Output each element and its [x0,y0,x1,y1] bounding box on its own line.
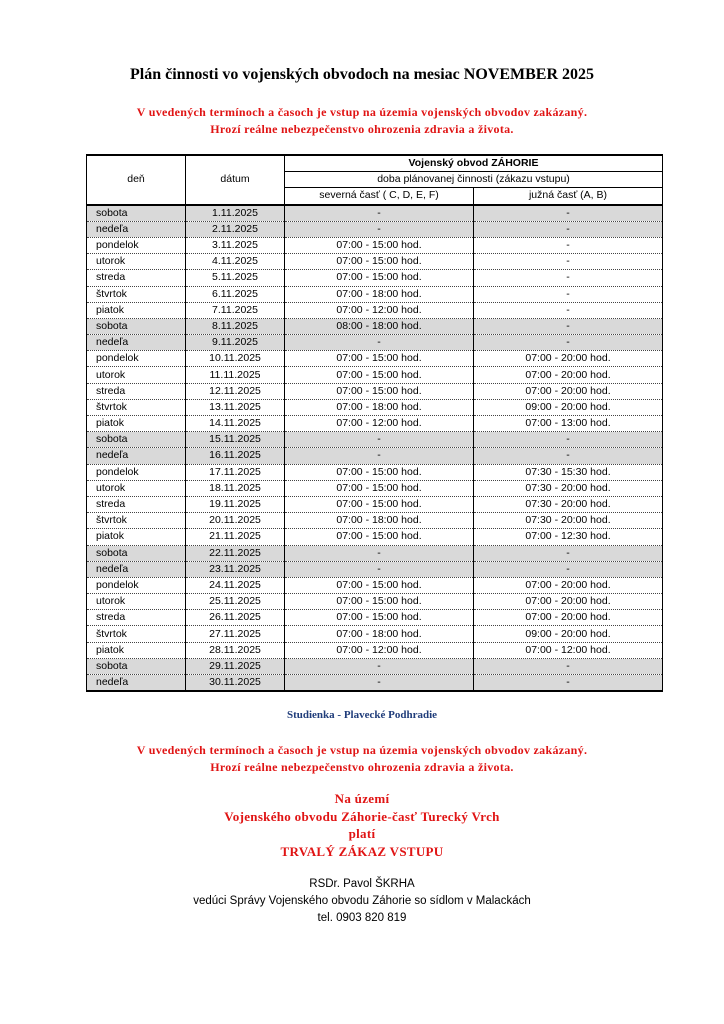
cell-south: 07:00 - 13:00 hod. [474,416,663,432]
cell-south: 09:00 - 20:00 hod. [474,399,663,415]
cell-day: utorok [87,480,186,496]
cell-south: - [474,205,663,222]
cell-south: 07:00 - 20:00 hod. [474,351,663,367]
cell-south: - [474,237,663,253]
header-south-part [474,188,663,205]
table-row [87,642,663,658]
ban-line1: Na území [334,791,390,806]
cell-day: štvrtok [87,513,186,529]
cell-south: - [474,658,663,674]
cell-north: 07:00 - 15:00 hod. [285,254,474,270]
header-north-part [285,188,474,205]
cell-south: 07:30 - 20:00 hod. [474,480,663,496]
cell-day: štvrtok [87,286,186,302]
cell-north: 07:00 - 15:00 hod. [285,577,474,593]
cell-north: 07:00 - 15:00 hod. [285,529,474,545]
header-north-label: severná časť ( C, D, E, F) [319,189,439,202]
cell-day: piatok [87,529,186,545]
cell-south: 09:00 - 20:00 hod. [474,626,663,642]
entry-warning-repeat-line2: Hrozí reálne nebezpečenstvo ohrozenia zdravia a života. [210,760,514,774]
table-row [87,545,663,561]
cell-date: 19.11.2025 [186,496,285,512]
cell-date: 24.11.2025 [186,577,285,593]
table-row [87,416,663,432]
table-row [87,399,663,415]
cell-north: 07:00 - 15:00 hod. [285,610,474,626]
signature-name: RSDr. Pavol ŠKRHA [309,878,415,890]
header-subheader: doba plánovanej činnosti (zákazu vstupu) [285,172,663,188]
cell-south: - [474,302,663,318]
cell-north: 07:00 - 12:00 hod. [285,302,474,318]
cell-south: 07:00 - 12:00 hod. [474,642,663,658]
cell-north: - [285,335,474,351]
entry-warning-repeat-line1: V uvedených termínoch a časoch je vstup na územia vojenských obvodov zakázaný. [136,743,588,757]
table-row [87,205,663,222]
cell-date: 2.11.2025 [186,221,285,237]
cell-day: pondelok [87,351,186,367]
cell-date: 9.11.2025 [186,335,285,351]
cell-south: 07:00 - 20:00 hod. [474,577,663,593]
cell-south: - [474,254,663,270]
cell-day: streda [87,496,186,512]
cell-south: - [474,318,663,334]
cell-south: 07:30 - 20:00 hod. [474,496,663,512]
header-day: deň [87,155,186,205]
cell-north: 07:00 - 15:00 hod. [285,351,474,367]
cell-north: - [285,432,474,448]
cell-north: 07:00 - 18:00 hod. [285,399,474,415]
cell-north: - [285,675,474,692]
table-row [87,561,663,577]
cell-day: sobota [87,318,186,334]
table-row [87,513,663,529]
cell-date: 4.11.2025 [186,254,285,270]
cell-date: 16.11.2025 [186,448,285,464]
cell-north: - [285,658,474,674]
table-row [87,237,663,253]
signature-block [0,876,724,927]
entry-warning-line2: Hrozí reálne nebezpečenstvo ohrozenia zdravia a života. [210,122,514,136]
table-row [87,221,663,237]
cell-date: 12.11.2025 [186,383,285,399]
cell-north: - [285,448,474,464]
cell-date: 3.11.2025 [186,237,285,253]
table-row [87,367,663,383]
cell-day: nedeľa [87,335,186,351]
cell-day: utorok [87,367,186,383]
permanent-ban-notice [0,790,724,860]
table-row [87,675,663,692]
cell-south: 07:30 - 15:30 hod. [474,464,663,480]
activity-schedule-table [86,154,663,692]
cell-date: 7.11.2025 [186,302,285,318]
ban-line2: Vojenského obvodu Záhorie-časť Turecký Vrch [224,808,500,824]
cell-date: 5.11.2025 [186,270,285,286]
entry-warning-repeat [0,742,724,776]
cell-day: sobota [87,205,186,222]
cell-south: - [474,432,663,448]
signature-phone: tel. 0903 820 819 [317,912,407,924]
cell-date: 1.11.2025 [186,205,285,222]
table-row [87,335,663,351]
table-row [87,448,663,464]
cell-north: 07:00 - 15:00 hod. [285,594,474,610]
header-south-label: južná časť (A, B) [528,189,608,202]
table-row [87,529,663,545]
ban-line3: platí [348,826,376,841]
cell-south: - [474,545,663,561]
cell-day: štvrtok [87,399,186,415]
cell-north: 07:00 - 12:00 hod. [285,642,474,658]
cell-date: 10.11.2025 [186,351,285,367]
table-row [87,318,663,334]
cell-day: sobota [87,432,186,448]
cell-day: nedeľa [87,221,186,237]
table-row [87,626,663,642]
table-row [87,577,663,593]
cell-north: - [285,205,474,222]
cell-day: nedeľa [87,675,186,692]
cell-day: piatok [87,416,186,432]
cell-north: 07:00 - 15:00 hod. [285,383,474,399]
cell-south: - [474,286,663,302]
cell-north: 08:00 - 18:00 hod. [285,318,474,334]
cell-north: 07:00 - 18:00 hod. [285,626,474,642]
cell-date: 21.11.2025 [186,529,285,545]
table-row [87,302,663,318]
cell-day: nedeľa [87,561,186,577]
cell-north: 07:00 - 18:00 hod. [285,286,474,302]
cell-day: pondelok [87,577,186,593]
cell-date: 11.11.2025 [186,367,285,383]
cell-day: streda [87,383,186,399]
page-title: Plán činnosti vo vojenských obvodoch na mesiac NOVEMBER 2025 [129,66,595,83]
cell-date: 26.11.2025 [186,610,285,626]
cell-date: 15.11.2025 [186,432,285,448]
table-row [87,610,663,626]
cell-day: pondelok [87,237,186,253]
cell-north: 07:00 - 18:00 hod. [285,513,474,529]
entry-warning-line1: V uvedených termínoch a časoch je vstup na územia vojenských obvodov zakázaný. [136,105,588,119]
table-row [87,464,663,480]
table-row [87,254,663,270]
table-row [87,270,663,286]
ban-line4: TRVALÝ ZÁKAZ VSTUPU [280,843,444,859]
cell-south: - [474,270,663,286]
cell-day: nedeľa [87,448,186,464]
cell-date: 18.11.2025 [186,480,285,496]
cell-north: - [285,221,474,237]
cell-day: štvrtok [87,626,186,642]
cell-south: 07:30 - 20:00 hod. [474,513,663,529]
cell-south: 07:00 - 20:00 hod. [474,383,663,399]
cell-day: streda [87,270,186,286]
cell-south: 07:00 - 12:30 hod. [474,529,663,545]
cell-date: 8.11.2025 [186,318,285,334]
cell-date: 6.11.2025 [186,286,285,302]
cell-south: - [474,675,663,692]
signature-role: vedúci Správy Vojenského obvodu Záhorie so sídlom v Malackách [193,895,531,907]
cell-north: 07:00 - 15:00 hod. [285,464,474,480]
cell-day: sobota [87,658,186,674]
cell-south: 07:00 - 20:00 hod. [474,594,663,610]
cell-date: 29.11.2025 [186,658,285,674]
cell-south: 07:00 - 20:00 hod. [474,367,663,383]
table-row [87,383,663,399]
cell-date: 25.11.2025 [186,594,285,610]
cell-date: 28.11.2025 [186,642,285,658]
cell-day: streda [87,610,186,626]
header-date: dátum [186,155,285,205]
table-row [87,286,663,302]
cell-day: piatok [87,642,186,658]
cell-north: 07:00 - 15:00 hod. [285,496,474,512]
cell-north: 07:00 - 15:00 hod. [285,270,474,286]
cell-north: - [285,561,474,577]
cell-south: 07:00 - 20:00 hod. [474,610,663,626]
cell-south: - [474,448,663,464]
header-district: Vojenský obvod ZÁHORIE [285,155,663,172]
table-row [87,432,663,448]
entry-warning [0,104,724,138]
cell-day: sobota [87,545,186,561]
cell-date: 22.11.2025 [186,545,285,561]
table-row [87,480,663,496]
cell-date: 27.11.2025 [186,626,285,642]
cell-date: 23.11.2025 [186,561,285,577]
table-row [87,351,663,367]
cell-north: 07:00 - 15:00 hod. [285,480,474,496]
cell-north: - [285,545,474,561]
location-label: Studienka - Plavecké Podhradie [286,709,438,721]
cell-south: - [474,561,663,577]
cell-south: - [474,221,663,237]
cell-date: 20.11.2025 [186,513,285,529]
cell-date: 17.11.2025 [186,464,285,480]
cell-north: 07:00 - 15:00 hod. [285,367,474,383]
cell-date: 13.11.2025 [186,399,285,415]
cell-date: 30.11.2025 [186,675,285,692]
cell-day: pondelok [87,464,186,480]
table-row [87,658,663,674]
cell-day: piatok [87,302,186,318]
cell-north: 07:00 - 15:00 hod. [285,237,474,253]
table-row [87,594,663,610]
cell-day: utorok [87,254,186,270]
cell-north: 07:00 - 12:00 hod. [285,416,474,432]
table-row [87,496,663,512]
cell-south: - [474,335,663,351]
cell-date: 14.11.2025 [186,416,285,432]
cell-day: utorok [87,594,186,610]
